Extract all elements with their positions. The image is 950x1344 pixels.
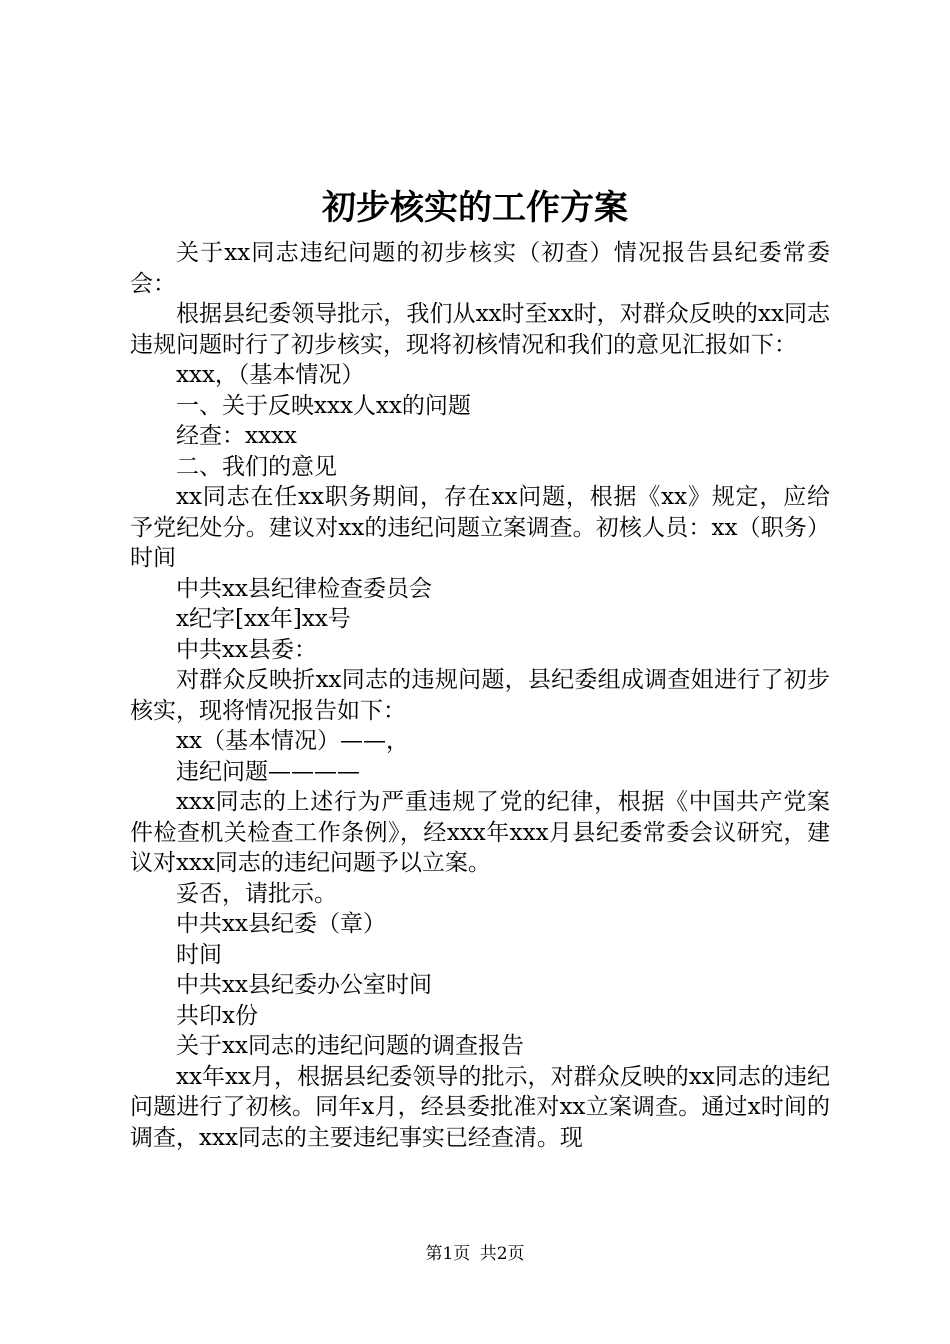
- paragraph: xxx，（基本情况）: [176, 362, 365, 388]
- paragraph: 中共xx县纪委办公室时间: [176, 972, 432, 998]
- paragraph: xx年xx月，根据县纪委领导的批示，对群众反映的xx同志的违纪问题进行了初核。同年x月，经县委批准对xx立案调查。通过x时间的调查，xxx同志的主要违纪事实已经查清。现: [130, 1063, 830, 1151]
- document-title: 初步核实的工作方案: [322, 188, 628, 228]
- paragraph: 时间: [176, 941, 222, 968]
- paragraph: 违纪问题————: [176, 758, 360, 785]
- paragraph: 关于xx同志的违纪问题的调查报告: [176, 1033, 524, 1059]
- paragraph: xxx同志的上述行为严重违规了党的纪律，根据《中国共产党案件检查机关检查工作条例》，经xxx年xxx月县纪委常委会议研究，建议对xxx同志的违纪问题予以立案。: [130, 789, 830, 876]
- paragraph: 关于xx同志违纪问题的初步核实（初查）情况报告县纪委常委会：: [130, 240, 830, 297]
- paragraph: 二、我们的意见: [176, 453, 337, 480]
- paragraph: xx同志在任xx职务期间，存在xx问题，根据《xx》规定，应给予党纪处分。建议对xx的违纪问题立案调查。初核人员：xx（职务）时间: [130, 484, 830, 571]
- paragraph: xx（基本情况）——，: [176, 728, 409, 754]
- paragraph: 中共xx县纪律检查委员会: [176, 575, 432, 602]
- paragraph: 经查：xxxx: [176, 423, 297, 449]
- page-total: 共2页: [479, 1244, 525, 1264]
- paragraph: 共印x份: [176, 1002, 258, 1029]
- paragraph: 妥否，请批示。: [176, 880, 337, 907]
- paragraph: x纪字[xx年]xx号: [176, 606, 351, 632]
- page-number: 第1页: [425, 1244, 471, 1264]
- paragraph: 根据县纪委领导批示，我们从xx时至xx时，对群众反映的xx同志违规问题时行了初步核实，现将初核情况和我们的意见汇报如下：: [130, 301, 830, 358]
- document-body: [130, 238, 830, 1153]
- paragraph: 一、关于反映xxx人xx的问题: [176, 392, 471, 419]
- paragraph: 对群众反映折xx同志的违规问题，县纪委组成调查姐进行了初步核实，现将情况报告如下：: [130, 667, 830, 724]
- paragraph: 中共xx县纪委（章）: [176, 911, 386, 937]
- page-footer: [0, 1242, 950, 1266]
- paragraph: 中共xx县委：: [176, 636, 317, 663]
